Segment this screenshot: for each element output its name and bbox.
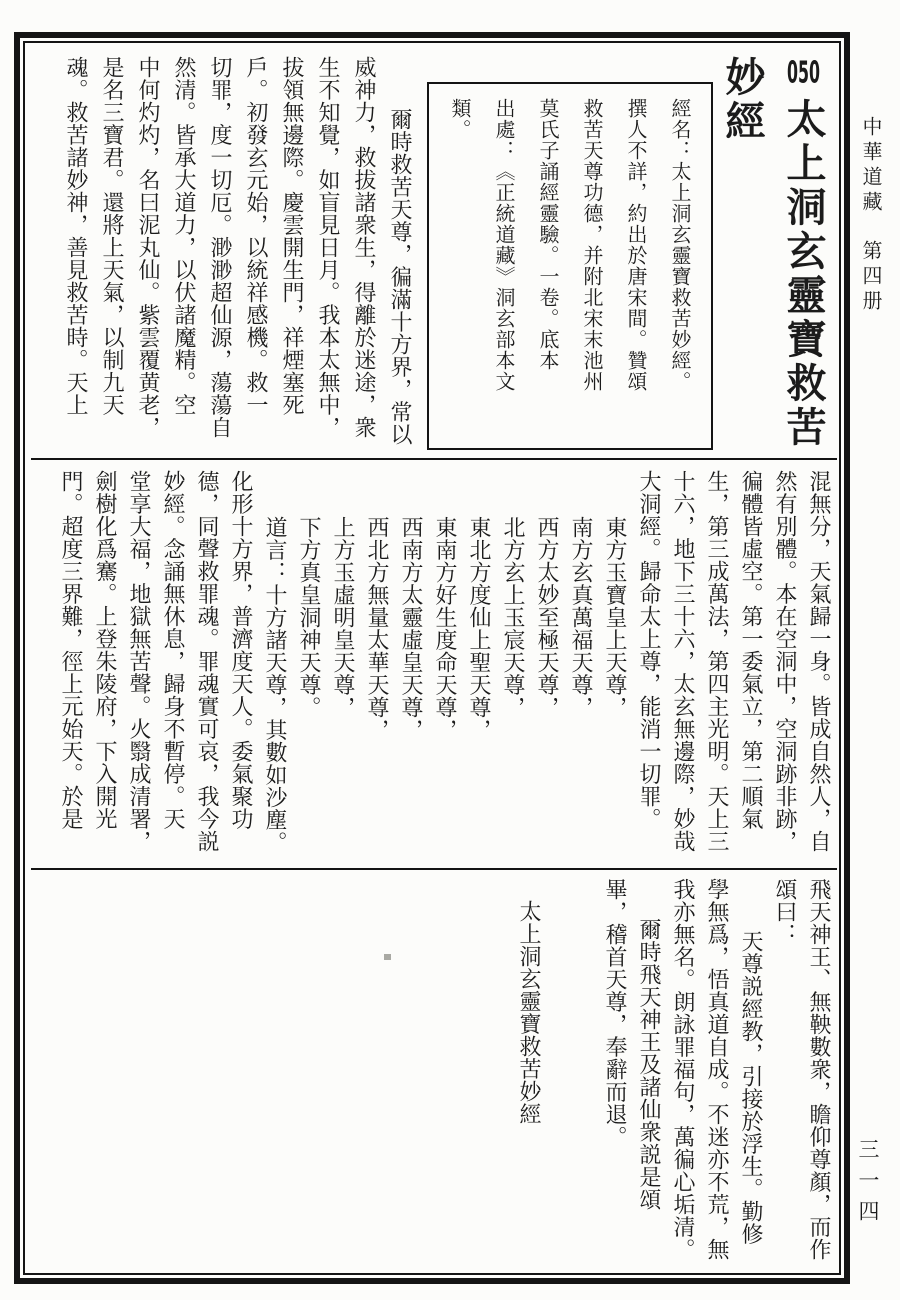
- annotation-box: [427, 82, 713, 450]
- annotation-column: 救苦天尊功德，并附北宋末池州: [580, 98, 604, 392]
- tianzun-name-column: 南方玄真萬福天尊，: [568, 516, 593, 719]
- text-column: 德，同聲救罪魂。罪魂實可哀，我今説: [194, 470, 219, 853]
- volume-number: 第四册: [859, 240, 883, 315]
- scan-speck: [384, 954, 391, 960]
- section-closing: [33, 878, 835, 1266]
- text-column: 是名三寶君。還將上天氣，以制九天: [99, 56, 124, 416]
- tianzun-name-column: 西南方太靈虛皇天尊，: [398, 516, 423, 741]
- text-column: 生，第三成萬法，第四主光明。天上三: [704, 470, 729, 853]
- scripture-title-text: 太上洞玄靈寶救苦: [780, 98, 827, 450]
- text-column: 中何灼灼，名曰泥丸仙。紫雲覆黄老，: [135, 56, 160, 439]
- tianzun-name-column: 東方玉寶皇上天尊，: [602, 516, 627, 719]
- text-column: 堂享大福，地獄無苦聲。火翳成清署，: [126, 470, 151, 853]
- tianzun-name-column: 西方太妙至極天尊，: [534, 516, 559, 719]
- hymn-column: 天尊説經教，引接於浮生。勤修: [738, 930, 763, 1245]
- text-column: 拔領無邊際。慶雲開生門，祥煙塞死: [279, 56, 304, 416]
- annotation-column: 莫氏子誦經靈驗。一卷。底本: [536, 98, 560, 371]
- annotation-column: 出處：《正統道藏》洞玄部本文: [492, 98, 516, 392]
- text-column: 劍樹化爲騫。上登朱陵府，下入開光: [92, 470, 117, 830]
- text-column: 十六，地下三十六，太玄無邊際，妙哉: [670, 470, 695, 853]
- text-column: 混無分，天氣歸一身。皆成自然人，自: [806, 470, 831, 853]
- text-column: 然清。皆承大道力，以伏諸魔精。空: [171, 56, 196, 416]
- annotation-column: 撰人不詳，約出於唐宋間。贊頌: [624, 98, 648, 392]
- text-column: 威神力，救拔諸衆生，得離於迷途，衆: [351, 56, 376, 439]
- register-divider: [31, 868, 837, 870]
- text-column: 戶。初發玄元始，以統祥感機。救一: [243, 56, 268, 416]
- scripture-title-continuation: 妙經: [719, 56, 766, 144]
- text-column: 畢，稽首天尊，奉辭而退。: [602, 878, 627, 1148]
- text-column: 道言：十方諸天尊，其數如沙塵。: [262, 516, 287, 854]
- text-column: 魂。救苦諸妙神，善見救苦時。天上: [63, 56, 88, 416]
- text-column: 然有別體。本在空洞中，空洞跡非跡，: [772, 470, 797, 853]
- annotation-column: 類。: [448, 98, 472, 140]
- section-opening: [33, 56, 835, 454]
- page-content: [33, 50, 835, 1268]
- tianzun-name-column: 下方真皇洞神天尊。: [296, 516, 321, 719]
- text-column: 化形十方界，普濟度天人。委氣聚功: [228, 470, 253, 830]
- hymn-column: 學無爲，悟真道自成。不迷亦不荒，無: [704, 878, 729, 1261]
- text-column: 切罪，度一切厄。渺渺超仙源，蕩蕩自: [207, 56, 232, 439]
- tianzun-name-column: 東南方好生度命天尊，: [432, 516, 457, 741]
- series-title: 中華道藏: [859, 116, 883, 216]
- text-column: 爾時飛天神王及諸仙衆説是頌: [636, 918, 661, 1211]
- text-column: 生不知覺，如盲見日月。我本太無中，: [315, 56, 340, 439]
- tianzun-name-column: 東北方度仙上聖天尊，: [466, 516, 491, 741]
- section-middle: [33, 470, 835, 862]
- tianzun-name-column: 西北方無量太華天尊，: [364, 516, 389, 741]
- text-column: 頌曰：: [772, 878, 797, 946]
- colophon-title: 太上洞玄靈寶救苦妙經: [516, 900, 541, 1125]
- register-divider: [31, 458, 837, 460]
- annotation-column: 經名：太上洞玄靈寶救苦妙經。: [668, 98, 692, 392]
- hymn-column: 我亦無名。朗詠罪福句，萬徧心垢清。: [670, 878, 695, 1261]
- text-column: 大洞經。歸命太上尊，能消一切罪。: [636, 470, 661, 830]
- tianzun-name-column: 上方玉虛明皇天尊，: [330, 516, 355, 719]
- scripture-number: 050: [787, 58, 820, 88]
- scripture-title: [771, 56, 835, 454]
- text-column: 妙經。念誦無休息，歸身不暫停。天: [160, 470, 185, 830]
- series-label: [856, 116, 886, 315]
- tianzun-name-column: 北方玄上玉宸天尊，: [500, 516, 525, 719]
- text-column: 門。超度三界難，徑上元始天。於是: [58, 470, 83, 830]
- text-column: 飛天神王、無鞅數衆，瞻仰尊顏，而作: [806, 878, 831, 1261]
- text-column: 爾時救苦天尊，徧滿十方界，常以: [387, 108, 412, 446]
- page-number: 三一四: [856, 1138, 880, 1231]
- text-column: 徧體皆虛空。第一委氣立，第二順氣: [738, 470, 763, 830]
